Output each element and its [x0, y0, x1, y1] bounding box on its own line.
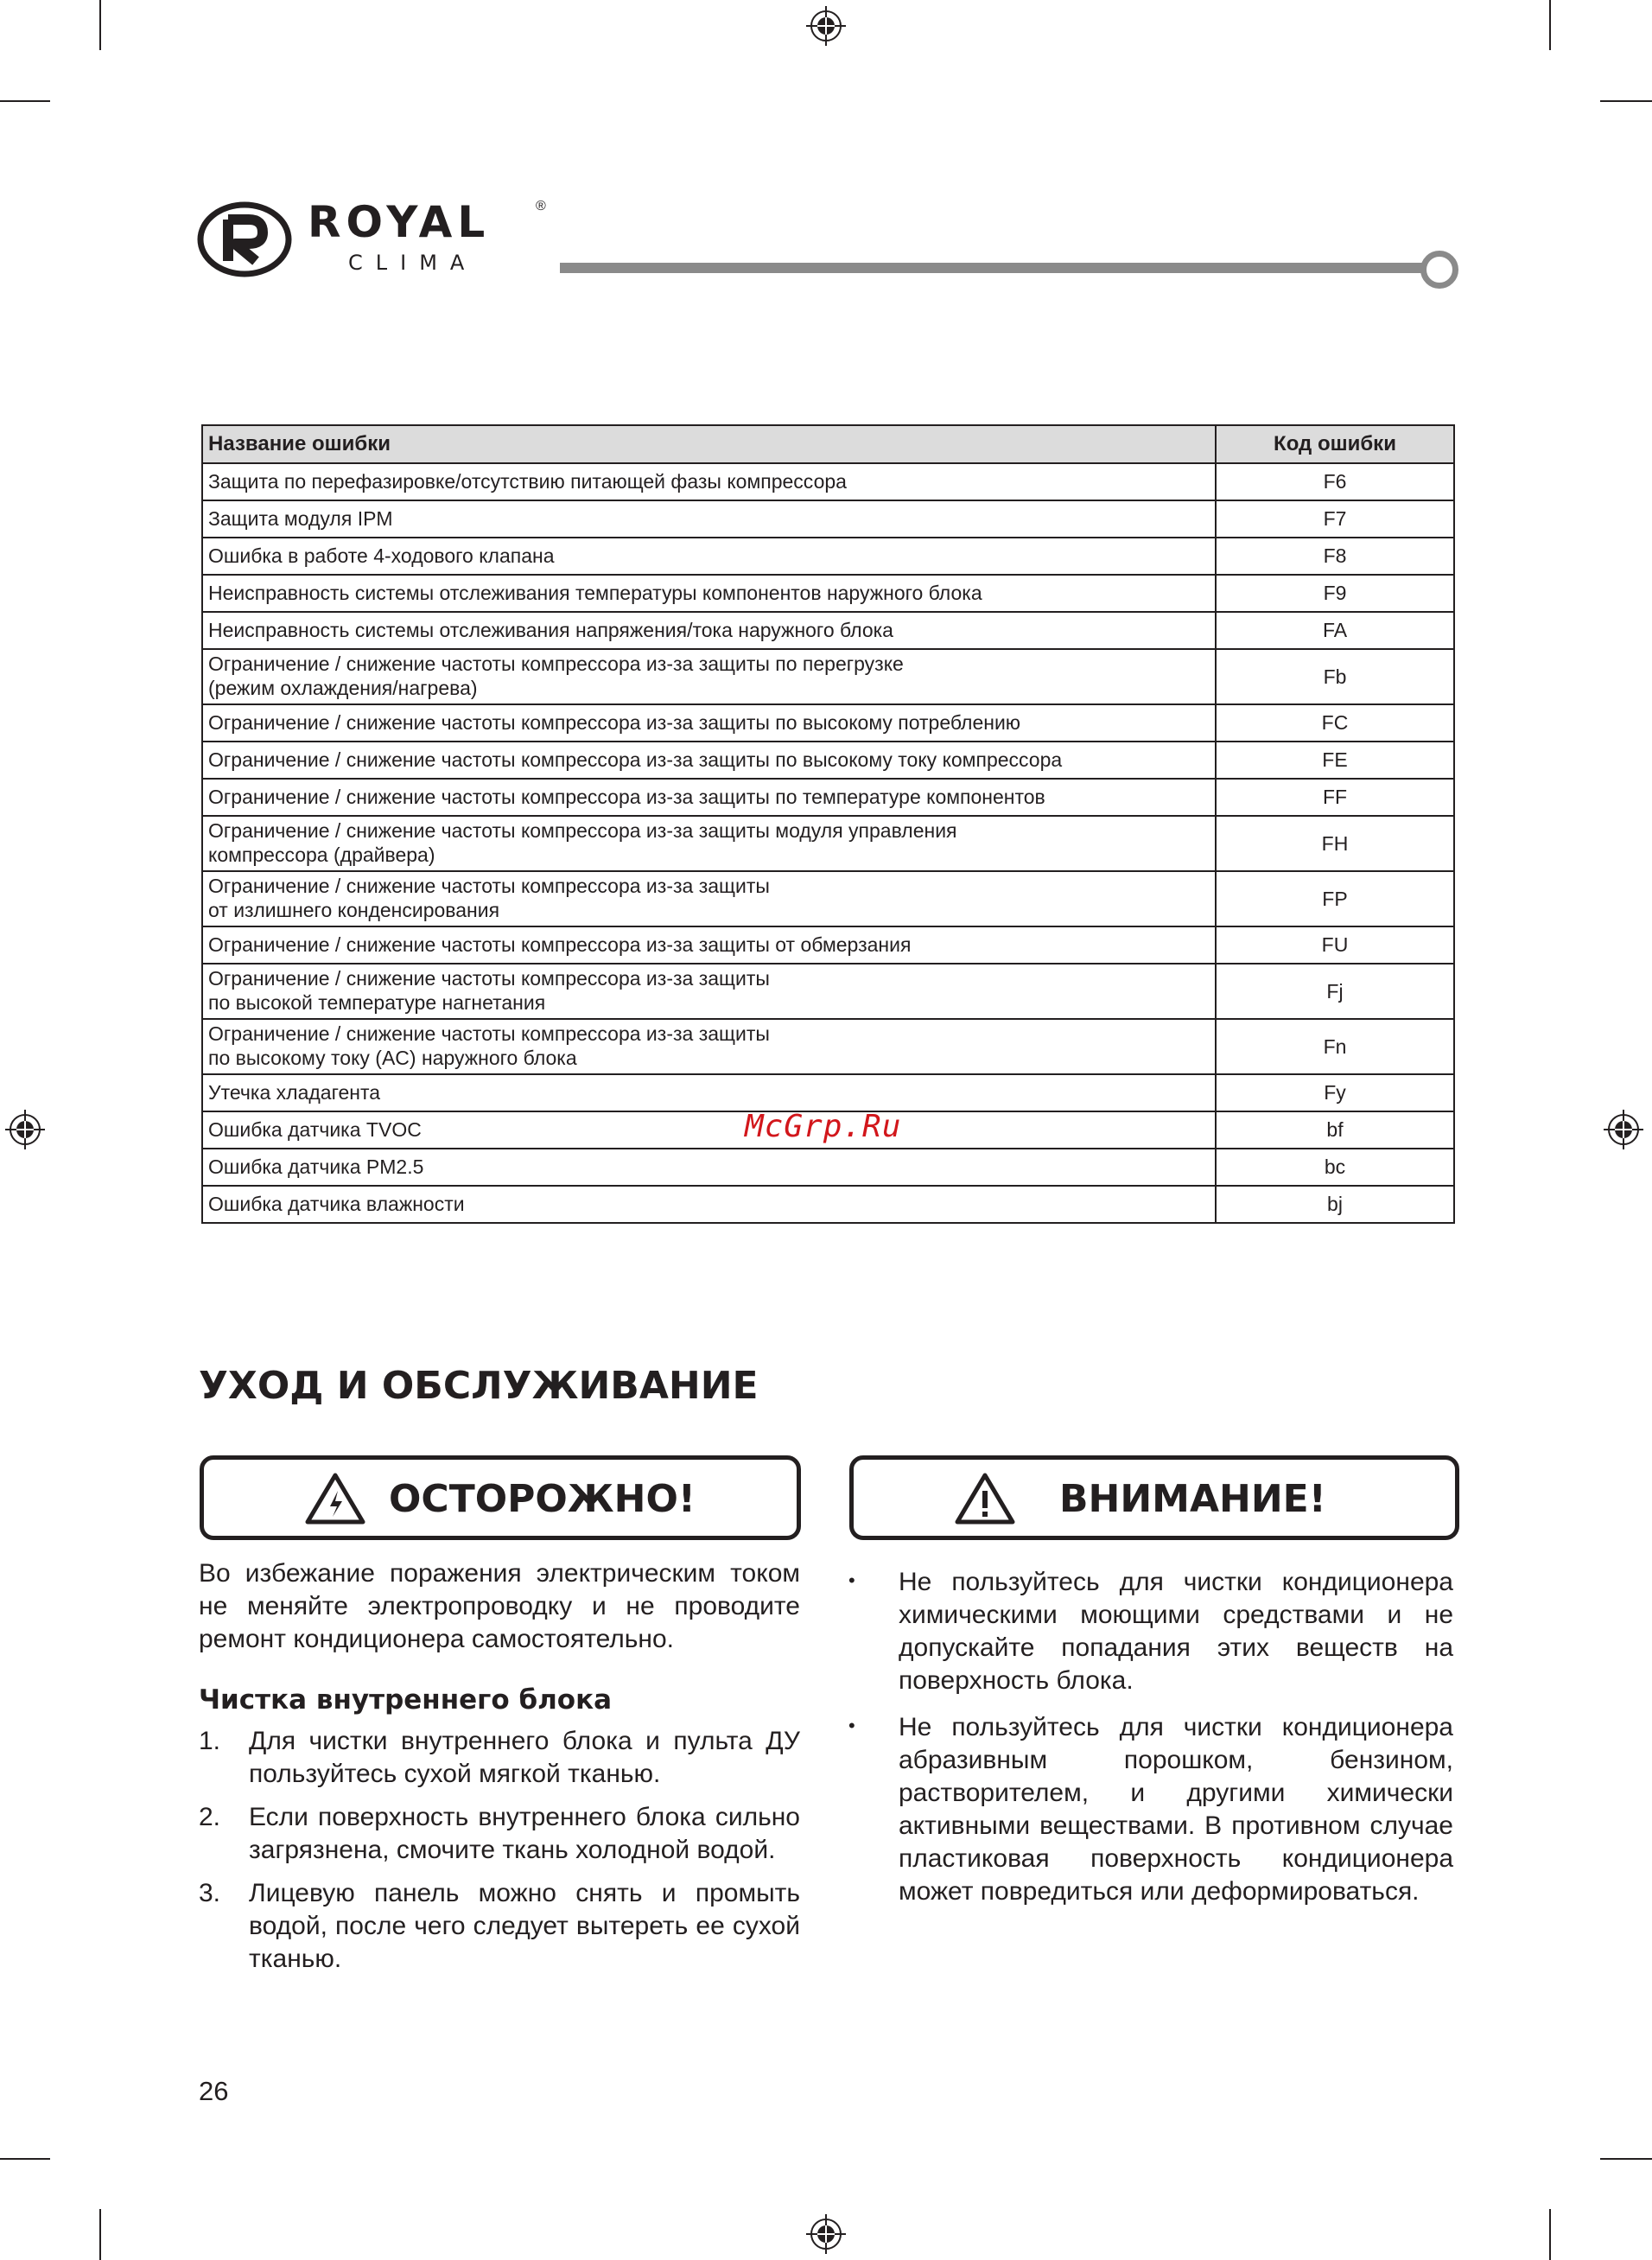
bullet: •	[848, 1715, 855, 1736]
list-item	[199, 1801, 800, 1867]
table-row	[202, 1186, 1454, 1223]
error-name-cell: Утечка хладагента	[202, 1074, 1216, 1111]
error-code-cell: FP	[1216, 871, 1454, 926]
table-row	[202, 1019, 1454, 1074]
table-row	[202, 926, 1454, 964]
error-name-cell: Неисправность системы отслеживания температуры компонентов наружного блока	[202, 575, 1216, 612]
electric-hazard-icon	[304, 1472, 366, 1525]
cleaning-subheading: Чистка внутреннего блока	[199, 1684, 613, 1716]
registered-mark: ®	[536, 199, 546, 213]
brand-logo	[197, 197, 560, 283]
error-name-cell: Ошибка в работе 4-ходового клапана	[202, 538, 1216, 575]
column-header-error-code: Код ошибки	[1216, 425, 1454, 463]
column-header-error-name: Название ошибки	[202, 425, 1216, 463]
left-column	[199, 1557, 800, 1986]
error-name-cell: Ошибка датчика влажности	[202, 1186, 1216, 1223]
error-code-cell: FA	[1216, 612, 1454, 649]
error-code-cell: FH	[1216, 816, 1454, 871]
crop-mark	[99, 2209, 101, 2260]
table-row	[202, 704, 1454, 742]
royal-clima-emblem-icon	[197, 201, 292, 278]
page-number: 26	[199, 2076, 229, 2106]
list-item-text: Если поверхность внутреннего блока сильно загрязнена, смочите ткань холодной водой.	[249, 1803, 800, 1864]
error-name-cell: Ограничение / снижение частоты компрессора из-за защиты по высокому току компрессора	[202, 742, 1216, 779]
header-rule-end-ring	[1420, 251, 1458, 289]
table-row	[202, 964, 1454, 1019]
error-code-cell: Fb	[1216, 649, 1454, 704]
error-name-cell: Защита модуля IPM	[202, 500, 1216, 538]
registration-mark-icon	[5, 1110, 45, 1149]
table-row	[202, 575, 1454, 612]
error-name-cell: Ограничение / снижение частоты компрессора из-за защиты по высокому потреблению	[202, 704, 1216, 742]
bullet: •	[848, 1569, 855, 1591]
section-title: УХОД И ОБСЛУЖИВАНИЕ	[199, 1364, 759, 1408]
error-code-cell: FE	[1216, 742, 1454, 779]
list-number: 3.	[199, 1879, 221, 1907]
error-name-cell: Ограничение / снижение частоты компрессора из-за защиты по перегрузке (режим охлаждения/нагрева)	[202, 649, 1216, 704]
crop-mark	[0, 100, 50, 102]
table-row	[202, 1074, 1454, 1111]
error-name-cell: Ограничение / снижение частоты компрессора из-за защиты по высокому току (AC) наружного блока	[202, 1019, 1216, 1074]
table-row	[202, 1149, 1454, 1186]
error-code-cell: bf	[1216, 1111, 1454, 1149]
table-row	[202, 871, 1454, 926]
list-item-text: Не пользуйтесь для чистки кондиционера химическими моющими средствами и не допускайте попадания этих веществ на поверхность блока.	[899, 1568, 1453, 1695]
table-row	[202, 649, 1454, 704]
crop-mark	[1600, 100, 1652, 102]
caution-banner	[200, 1455, 801, 1540]
header-rule	[560, 263, 1422, 273]
error-code-cell: Fj	[1216, 964, 1454, 1019]
error-code-cell: FU	[1216, 926, 1454, 964]
crop-mark	[1600, 2158, 1652, 2160]
table-row	[202, 816, 1454, 871]
warning-icon	[954, 1472, 1016, 1525]
caution-text: Во избежание поражения электрическим током не меняйте электропроводку и не проводите ремонт кондиционера самостоятельно.	[199, 1559, 800, 1653]
list-number: 2.	[199, 1803, 221, 1831]
list-item-text: Не пользуйтесь для чистки кондиционера абразивным порошком, бензином, растворителем, и другими химически активными веществами. В противном случае пластиковая поверхность кондиционера может повредиться или деформироваться.	[899, 1713, 1453, 1906]
right-column	[848, 1566, 1453, 1922]
error-code-cell: FC	[1216, 704, 1454, 742]
list-item	[199, 1877, 800, 1976]
error-code-cell: F9	[1216, 575, 1454, 612]
brand-name: ROYAL	[308, 197, 491, 247]
error-codes-table	[201, 424, 1455, 1224]
error-name-cell: Неисправность системы отслеживания напряжения/тока наружного блока	[202, 612, 1216, 649]
list-item-text: Лицевую панель можно снять и промыть водой, после чего следует вытереть ее сухой тканью.	[249, 1879, 800, 1973]
list-item	[848, 1711, 1453, 1908]
error-code-cell: F7	[1216, 500, 1454, 538]
list-item-text: Для чистки внутреннего блока и пульта ДУ пользуйтесь сухой мягкой тканью.	[249, 1727, 800, 1788]
list-item	[199, 1725, 800, 1791]
error-name-cell: Ошибка датчика TVOC	[202, 1111, 1216, 1149]
error-name-cell: Ограничение / снижение частоты компрессора из-за защиты от обмерзания	[202, 926, 1216, 964]
error-name-cell: Защита по перефазировке/отсутствию питающей фазы компрессора	[202, 463, 1216, 500]
table-row	[202, 500, 1454, 538]
table-row	[202, 538, 1454, 575]
crop-mark	[0, 2158, 50, 2160]
error-name-cell: Ограничение / снижение частоты компрессора из-за защиты по температуре компонентов	[202, 779, 1216, 816]
table-row	[202, 779, 1454, 816]
error-name-cell: Ограничение / снижение частоты компрессора из-за защиты модуля управления компрессора (драйвера)	[202, 816, 1216, 871]
table-row	[202, 463, 1454, 500]
attention-label: ВНИМАНИЕ!	[1059, 1477, 1326, 1521]
caution-label: ОСТОРОЖНО!	[389, 1477, 696, 1521]
crop-mark	[1549, 2209, 1551, 2260]
error-name-cell: Ограничение / снижение частоты компрессора из-за защиты от излишнего конденсирования	[202, 871, 1216, 926]
list-number: 1.	[199, 1727, 221, 1755]
error-code-cell: F6	[1216, 463, 1454, 500]
crop-mark	[1549, 0, 1551, 50]
error-code-cell: FF	[1216, 779, 1454, 816]
error-code-cell: Fn	[1216, 1019, 1454, 1074]
error-code-cell: Fy	[1216, 1074, 1454, 1111]
table-row	[202, 612, 1454, 649]
list-item	[848, 1566, 1453, 1697]
brand-subname: CLIMA	[348, 251, 478, 275]
error-code-cell: bj	[1216, 1186, 1454, 1223]
registration-mark-icon	[1604, 1110, 1643, 1149]
error-name-cell: Ошибка датчика PM2.5	[202, 1149, 1216, 1186]
registration-mark-icon	[806, 6, 846, 46]
table-row	[202, 742, 1454, 779]
watermark-link[interactable]: McGrp.Ru	[745, 1109, 902, 1144]
crop-mark	[99, 0, 101, 50]
error-code-cell: bc	[1216, 1149, 1454, 1186]
error-code-cell: F8	[1216, 538, 1454, 575]
attention-banner	[849, 1455, 1459, 1540]
registration-mark-icon	[806, 2214, 846, 2254]
error-name-cell: Ограничение / снижение частоты компрессора из-за защиты по высокой температуре нагнетания	[202, 964, 1216, 1019]
